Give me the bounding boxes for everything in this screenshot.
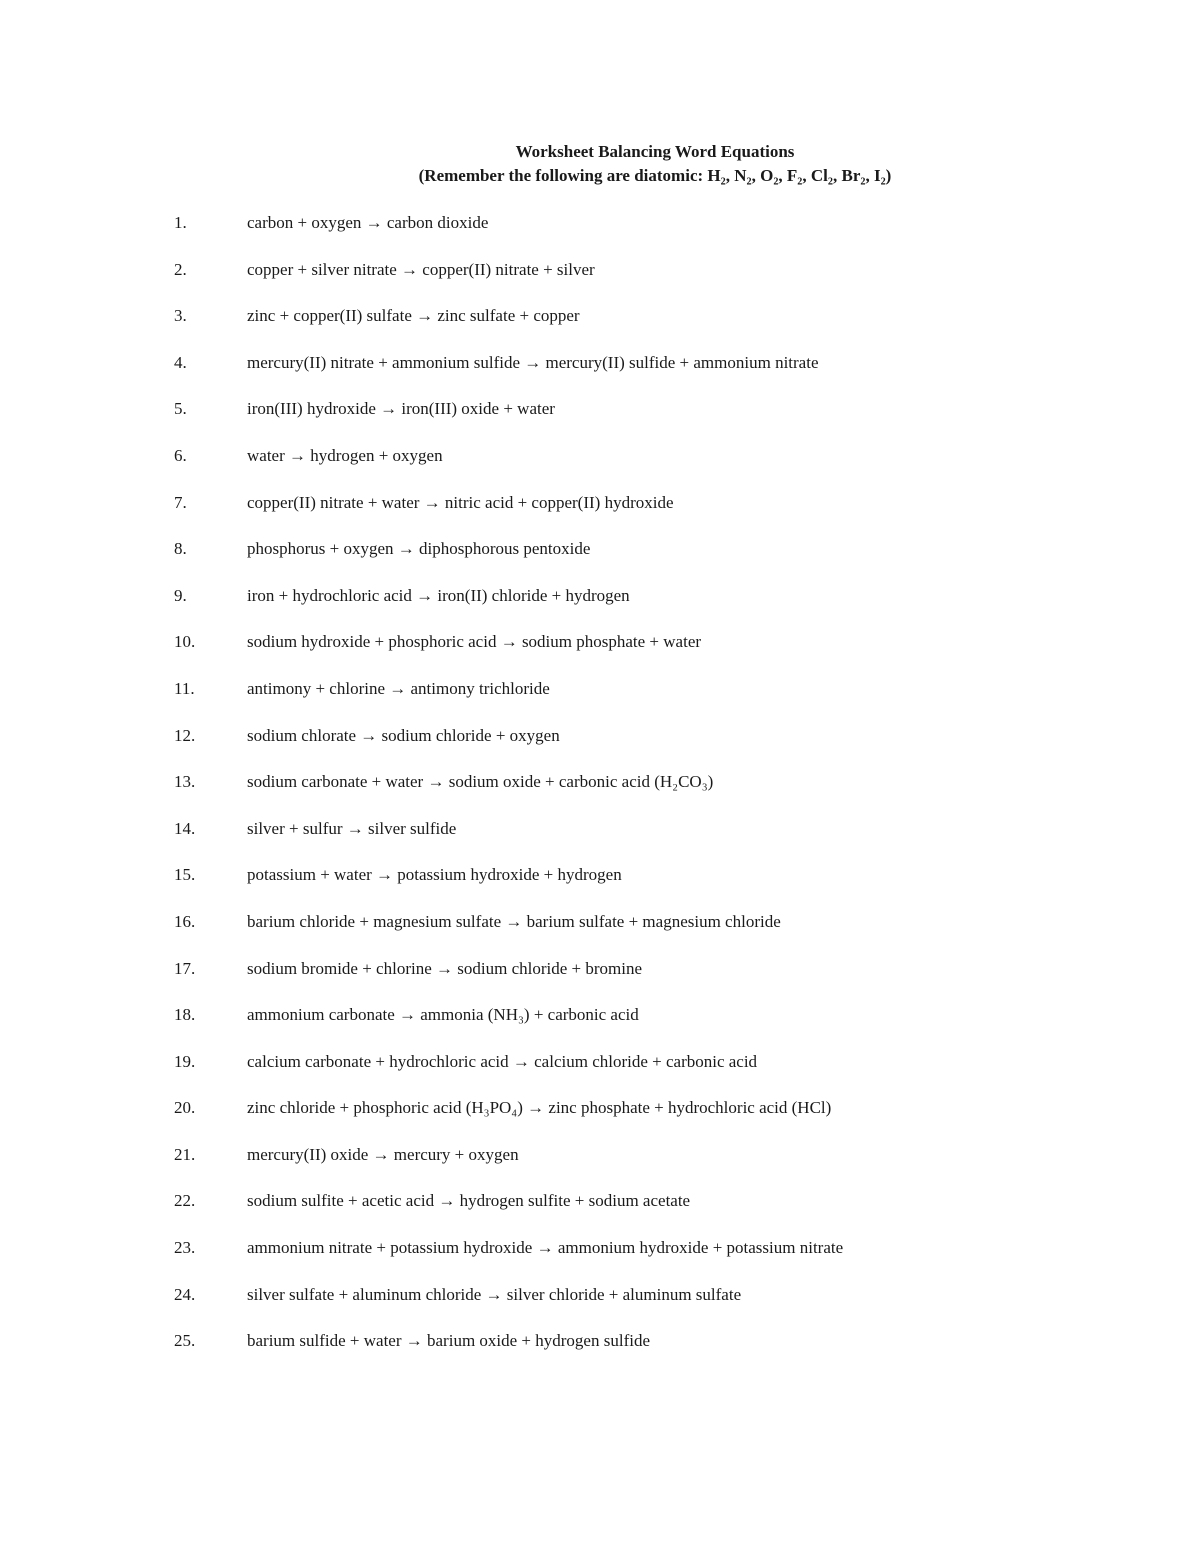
worksheet-title: Worksheet Balancing Word Equations <box>515 142 795 161</box>
equation-number: 21. <box>174 1144 196 1164</box>
equation-text: carbon + oxygen → carbon dioxide <box>247 213 489 232</box>
equation-text: calcium carbonate + hydrochloric acid → calcium chloride + carbonic acid <box>247 1051 758 1071</box>
equation-number: 19. <box>174 1051 196 1071</box>
equation-number: 7. <box>174 492 187 512</box>
equation-text: sodium chlorate → sodium chloride + oxygen <box>247 725 560 745</box>
equation-text: ammonium carbonate → ammonia (NH₃) + carbonic acid <box>247 1005 639 1025</box>
equation-item <box>174 954 1074 1001</box>
equation-item <box>174 860 1074 907</box>
equation-text: ammonium nitrate + potassium hydroxide → ammonium hydroxide + potassium nitrate <box>247 1238 844 1258</box>
equation-text: mercury(II) nitrate + ammonium sulfide → mercury(II) sulfide + ammonium nitrate <box>247 352 819 372</box>
equation-item <box>174 1326 1074 1373</box>
equation-text: sodium hydroxide + phosphoric acid → sodium phosphate + water <box>247 632 702 652</box>
equation-item <box>174 348 1074 395</box>
equation-item <box>174 1280 1074 1327</box>
equation-item <box>174 907 1074 954</box>
equation-number: 18. <box>174 1005 196 1025</box>
equation-number: 12. <box>174 725 196 745</box>
equation-number: 10. <box>174 632 196 652</box>
equation-number: 3. <box>174 306 187 326</box>
equation-number: 24. <box>174 1284 196 1304</box>
equation-number: 16. <box>174 911 196 931</box>
equation-number: 2. <box>174 259 187 279</box>
equation-number: 11. <box>174 678 195 698</box>
equation-item <box>174 1093 1074 1140</box>
equation-text: barium sulfide + water → barium oxide + hydrogen sulfide <box>247 1331 650 1351</box>
equation-number: 6. <box>174 445 187 465</box>
equation-item <box>174 627 1074 674</box>
equation-item <box>174 208 1074 255</box>
equation-number: 25. <box>174 1331 196 1351</box>
equation-number: 15. <box>174 865 196 885</box>
equation-number: 17. <box>174 958 196 978</box>
equation-text: sodium carbonate + water → sodium oxide + carbonic acid (H₂CO₃) <box>247 772 714 792</box>
equation-item <box>174 767 1074 814</box>
equation-text: antimony + chlorine → antimony trichloride <box>247 678 550 698</box>
equation-text: iron(III) hydroxide → iron(III) oxide + water <box>247 399 555 419</box>
equation-item <box>174 1000 1074 1047</box>
equation-item <box>174 1233 1074 1280</box>
equation-item <box>174 1186 1074 1233</box>
equation-item <box>174 394 1074 441</box>
equation-text: copper(II) nitrate + water → nitric acid + copper(II) hydroxide <box>247 492 674 512</box>
equation-item <box>174 814 1074 861</box>
equation-number: 20. <box>174 1098 196 1118</box>
worksheet-header <box>0 140 1200 188</box>
equation-text: copper + silver nitrate → copper(II) nitrate + silver <box>247 259 595 279</box>
equation-text: sodium bromide + chlorine → sodium chloride + bromine <box>247 958 643 978</box>
equation-text: zinc + copper(II) sulfate → zinc sulfate + copper <box>247 306 580 326</box>
equation-text: potassium + water → potassium hydroxide + hydrogen <box>247 865 622 885</box>
equation-item <box>174 721 1074 768</box>
equation-item <box>174 534 1074 581</box>
equation-text: iron + hydrochloric acid → iron(II) chloride + hydrogen <box>247 585 630 605</box>
equation-item <box>174 301 1074 348</box>
equation-text: mercury(II) oxide → mercury + oxygen <box>247 1144 519 1164</box>
equation-text: silver sulfate + aluminum chloride → silver chloride + aluminum sulfate <box>247 1284 742 1304</box>
equation-text: silver + sulfur → silver sulfide <box>247 818 457 838</box>
equation-text: barium chloride + magnesium sulfate → barium sulfate + magnesium chloride <box>247 911 781 931</box>
equation-item <box>174 1140 1074 1187</box>
worksheet-subtitle: (Remember the following are diatomic: H₂, N₂, O₂, F₂, Cl₂, Br₂, I₂) <box>418 166 892 185</box>
equation-item <box>174 581 1074 628</box>
equation-item <box>174 441 1074 488</box>
equation-number: 5. <box>174 399 187 419</box>
equation-number: 4. <box>174 352 187 372</box>
equation-number: 14. <box>174 818 196 838</box>
equation-item <box>174 488 1074 535</box>
equation-number: 22. <box>174 1191 196 1211</box>
equation-text: sodium sulfite + acetic acid → hydrogen sulfite + sodium acetate <box>247 1191 691 1211</box>
equation-item <box>174 674 1074 721</box>
equation-text: phosphorus + oxygen → diphosphorous pentoxide <box>247 539 591 559</box>
equation-item <box>174 1047 1074 1094</box>
equation-item <box>174 255 1074 302</box>
equation-number: 1. <box>174 213 187 232</box>
equation-number: 13. <box>174 772 196 792</box>
equation-text: zinc chloride + phosphoric acid (H₃PO₄) → zinc phosphate + hydrochloric acid (HCl) <box>247 1098 832 1118</box>
equation-number: 9. <box>174 585 187 605</box>
equation-text: water → hydrogen + oxygen <box>247 445 443 465</box>
equation-list <box>174 208 1074 1373</box>
equation-number: 23. <box>174 1238 196 1258</box>
equation-number: 8. <box>174 539 187 559</box>
